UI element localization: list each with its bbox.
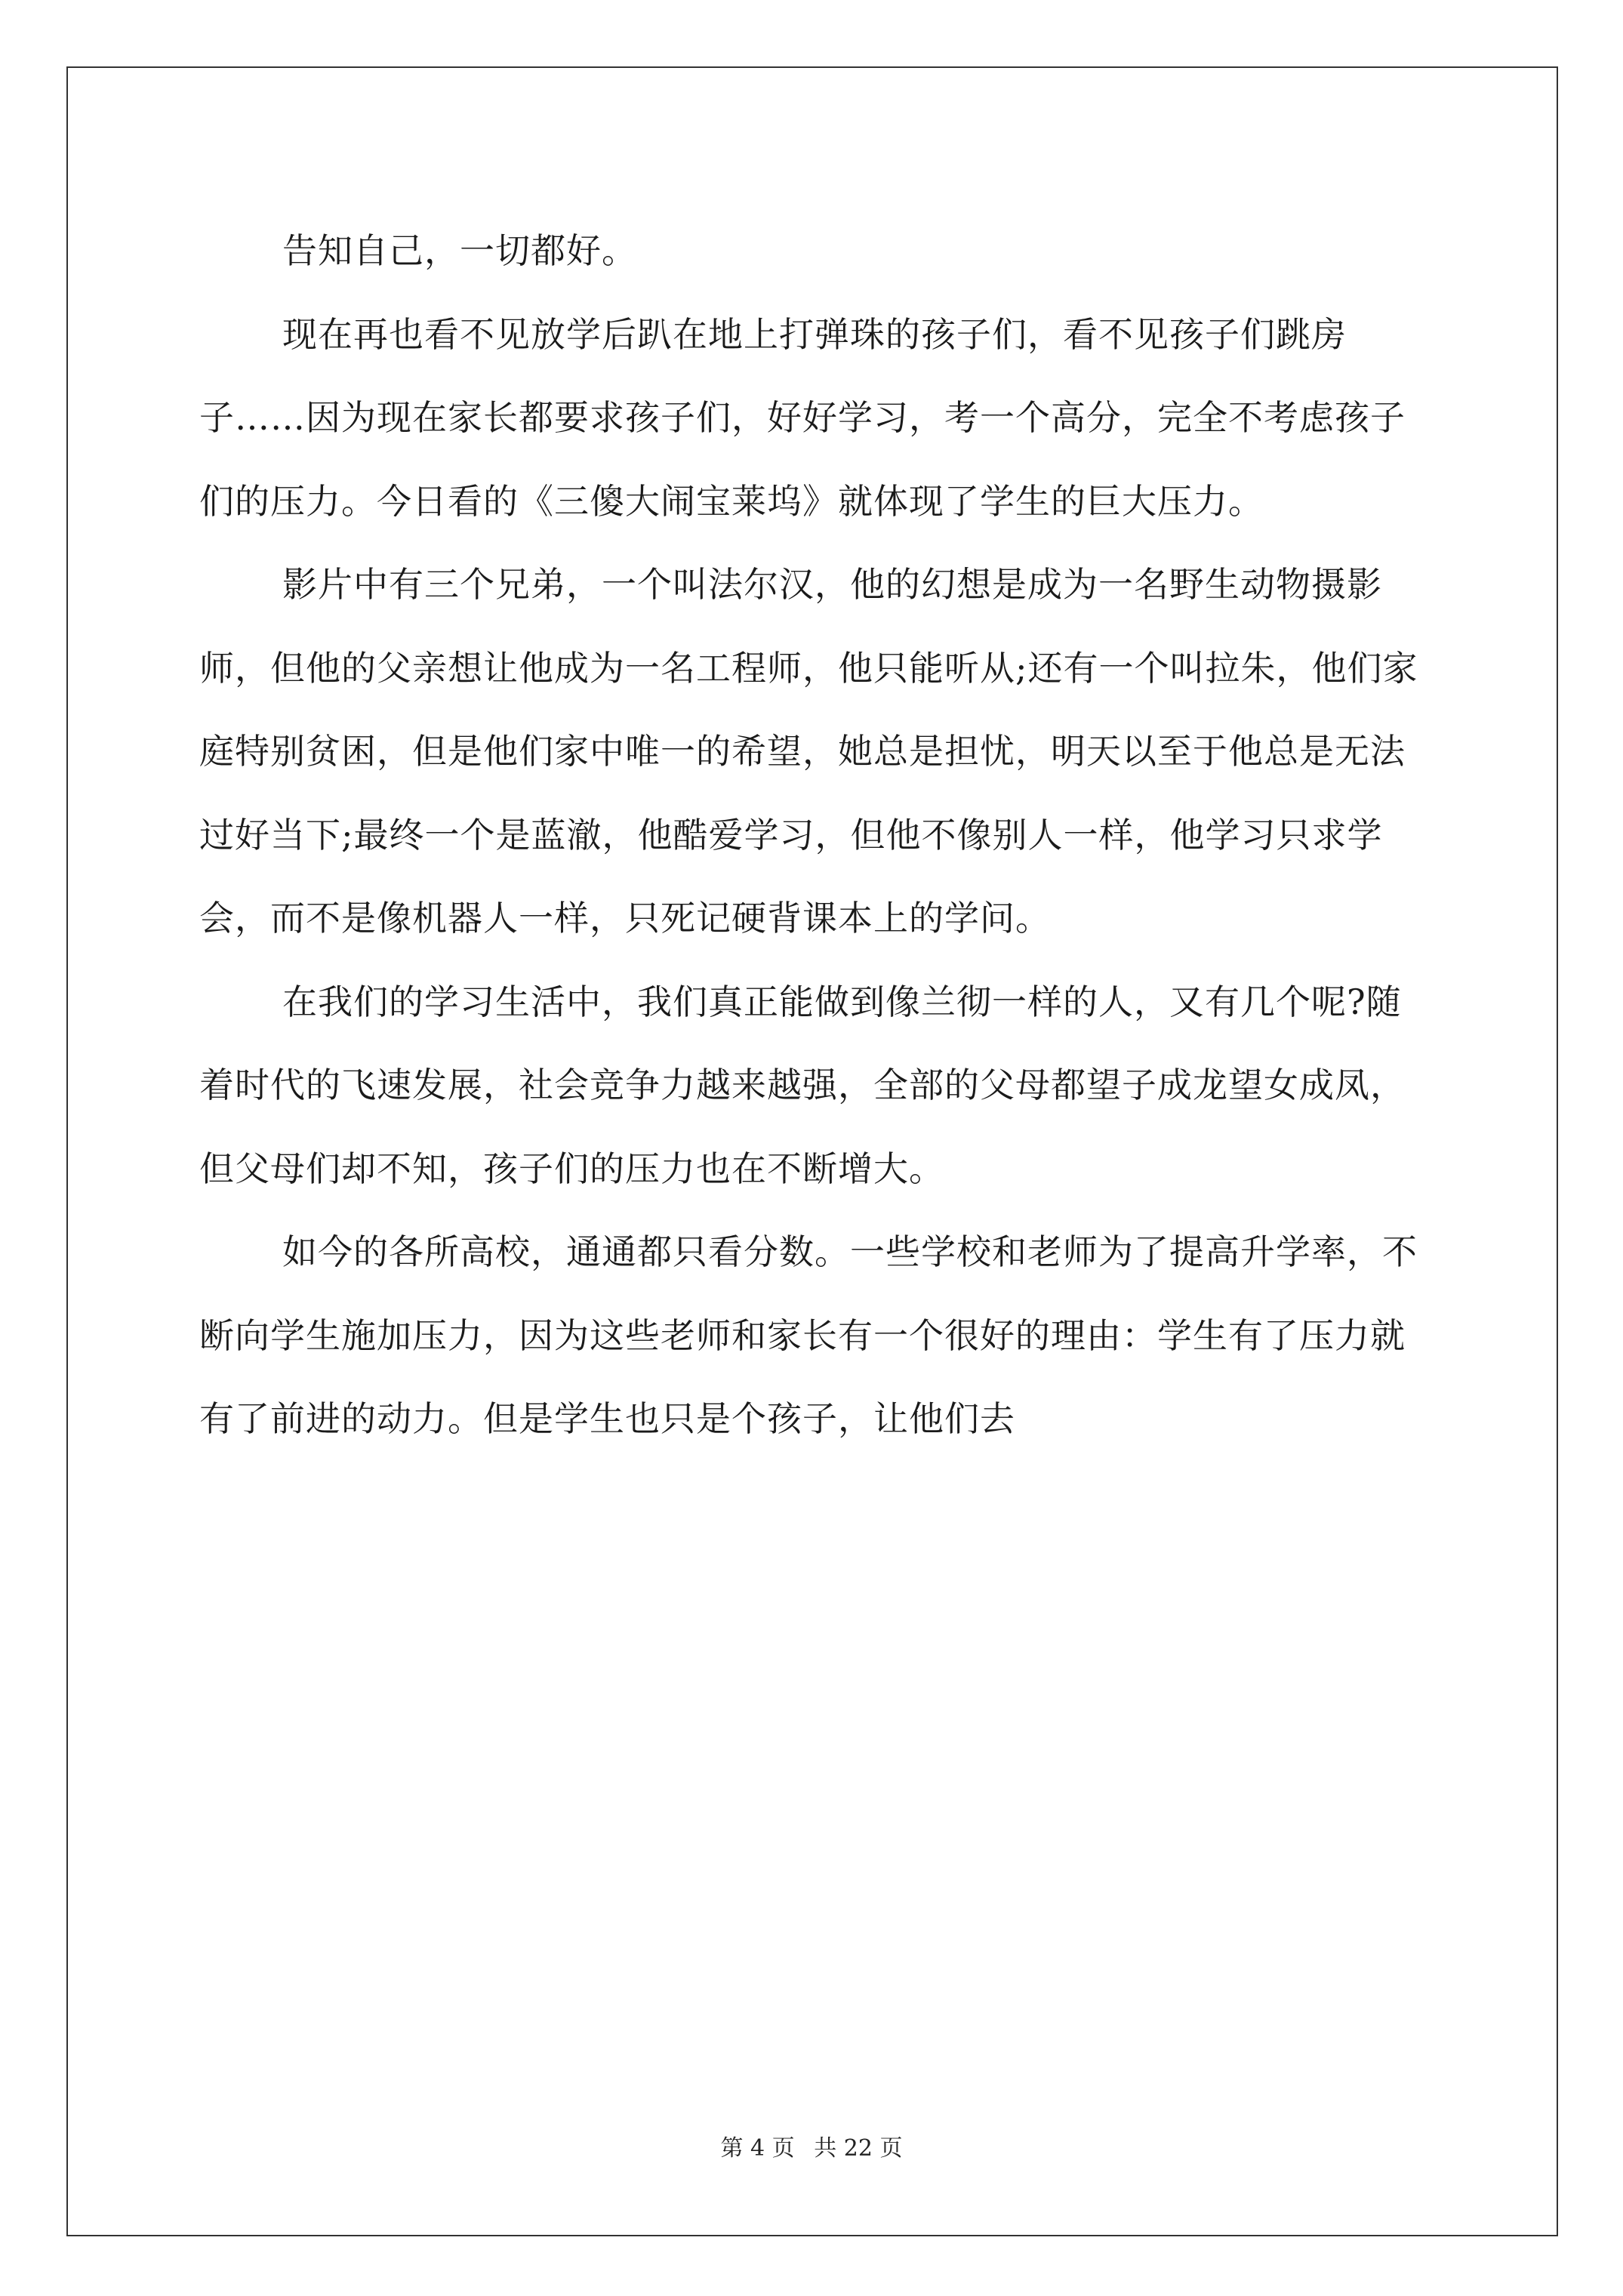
paragraph: 影片中有三个兄弟，一个叫法尔汉，他的幻想是成为一名野生动物摄影师，但他的父亲想让他成为一名工程师，他只能听从;还有一个叫拉朱，他们家庭特别贫困，但是他们家中唯一的希望，她总是担忧，明天以至于他总是无法过好当下;最终一个是蓝澈，他酷爱学习，但他不像别人一样，他学习只求学会，而不是像机器人一样，只死记硬背课本上的学问。 — [199, 564, 1418, 938]
page-footer — [0, 2129, 1623, 2162]
paragraph: 现在再也看不见放学后趴在地上打弹珠的孩子们，看不见孩子们跳房子……因为现在家长都要求孩子们，好好学习，考一个高分，完全不考虑孩子们的压力。今日看的《三傻大闹宝莱坞》就体现了学生的巨大压力。 — [199, 313, 1406, 522]
paragraph: 如今的各所高校，通通都只看分数。一些学校和老师为了提高升学率，不断向学生施加压力，因为这些老师和家长有一个很好的理由：学生有了压力就有了前进的动力。但是学生也只是个孩子，让他们去 — [199, 1231, 1418, 1439]
page-number: 第 4 页 — [720, 2135, 795, 2162]
paragraph: 在我们的学习生活中，我们真正能做到像兰彻一样的人，又有几个呢?随着时代的飞速发展，社会竞争力越来越强，全部的父母都望子成龙望女成凤，但父母们却不知，孩子们的压力也在不断增大。 — [199, 981, 1406, 1189]
page-total: 共 22 页 — [814, 2135, 903, 2162]
paragraph: 告知自己，一切都好。 — [282, 230, 637, 271]
document-body — [199, 209, 1431, 1461]
